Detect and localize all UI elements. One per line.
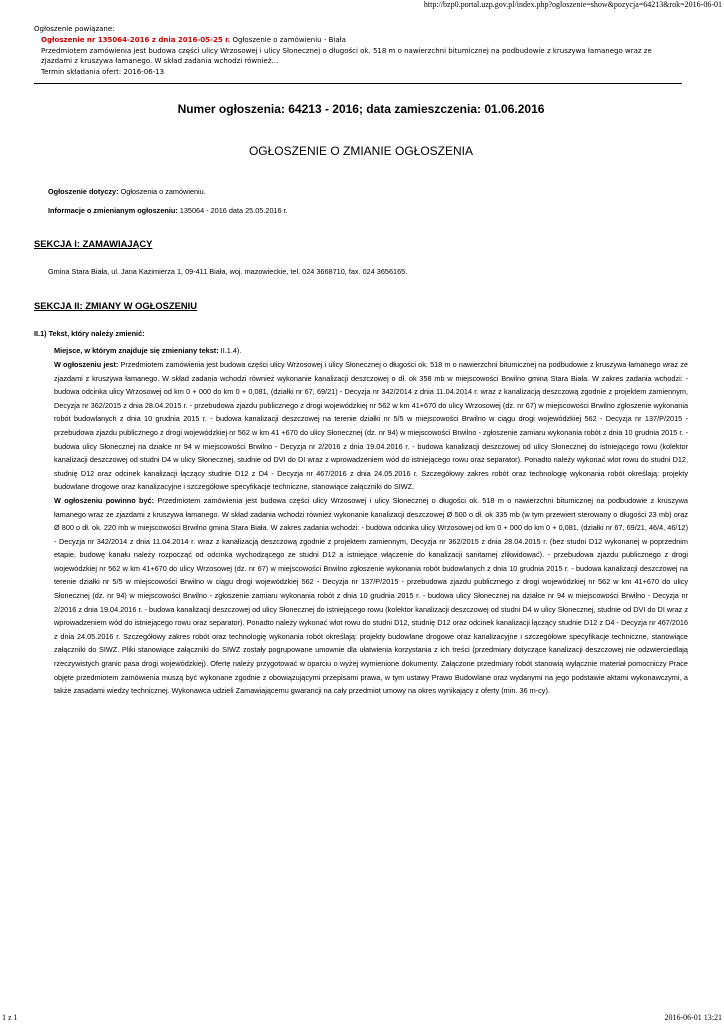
section-1-heading: SEKCJA I: ZAMAWIAJĄCY	[34, 238, 153, 250]
change-place-label: Miejsce, w którym znajduje się zmieniany tekst:	[54, 346, 219, 356]
section-2-heading: SEKCJA II: ZMIANY W OGŁOSZENIU	[34, 299, 198, 311]
related-title	[34, 35, 682, 46]
related-summary: Przedmiotem zamówienia jest budowa części ulicy Wrzosowej i ulicy Słonecznej o długości ok. 518 m o nawierzchni bitumicznej na podbudowie z kruszywa łamanego wraz ze zjazdami z kruszywa łamanego. W skład zadania wchodzi również...	[41, 46, 652, 66]
meta-block	[34, 185, 688, 217]
related-announcement-type: Ogłoszenie o zamówieniu - Biała	[230, 35, 346, 44]
page-title: Numer ogłoszenia: 64213 - 2016; data zamieszczenia: 01.06.2016	[177, 102, 545, 116]
announcement-body	[34, 96, 688, 698]
meta-info	[48, 204, 688, 218]
meta-info-value: 135064 - 2016 data 25.05.2016 r.	[177, 205, 288, 215]
new-text-label: W ogłoszeniu powinno być:	[54, 495, 155, 505]
section-2-body	[34, 327, 688, 698]
page-subtitle: OGŁOSZENIE O ZMIANIE OGŁOSZENIA	[248, 144, 474, 158]
section-2-subheading: II.1) Tekst, który należy zmienić:	[34, 328, 145, 338]
print-page-number: 1 z 1	[2, 1013, 18, 1022]
current-text-label: W ogłoszeniu jest:	[54, 359, 119, 369]
print-url: http://bzp0.portal.uzp.gov.pl/index.php?ogloszenie=show&pozycja=64213&rok=2016-06-01	[423, 0, 722, 9]
related-announcement-link[interactable]: Ogłoszenie nr 135064-2016 z dnia 2016-05-25 r.	[41, 35, 231, 44]
print-datetime: 2016-06-01 13:21	[664, 1013, 722, 1022]
meta-concerns	[48, 185, 688, 199]
change-place-value: II.1.4).	[218, 346, 242, 356]
new-text	[54, 494, 688, 698]
meta-concerns-label: Ogłoszenie dotyczy:	[48, 187, 119, 196]
change-place	[54, 344, 688, 358]
related-deadline: Termin składania ofert: 2016-06-13	[41, 68, 165, 77]
current-text	[54, 358, 688, 494]
related-announcement	[34, 24, 682, 84]
current-text-value: Przedmiotem zamówienia jest budowa części ulicy Wrzosowej i ulicy Słonecznej o długości ok. 518 m o nawierzchni bitumicznej na podbudowie z kruszywa łamanego wraz ze zjazdami z kruszywa łamanego. W skład zadania wchodzi również wykonanie kanalizacji deszczowej o dł. ok 358 mb w miejscowości Brwilno gmina Stara Biała. W zakres zadania wchodzi: - budowa odcinka ulicy Wrzosowej od km 0 + 000 do km 0 + 0,081, (działki nr 67, 69/21) - Decyzja nr 342/2014 z dnia 11.04.2014 r. wraz z kanalizacją deszczową zgodnie z projektem zamiennym, Decyzja nr 362/2015 z dnia 28.04.2015 r. - przebudowa zjazdu publicznego z drogi wojewódzkiej nr 562 w km 41+670 do ulicy Wrzosowej (dz. nr 67) w miejscowości Brwilno zgłoszenie wykonania robót budowlanych z dnia 10 grudnia 2015 r. - budowa kanalizacji deszczowej na terenie działki nr 5/5 w miejscowości Brwilno w ciągu drogi wojewódzkiej 562 - Decyzja nr 137/P/2015 - przebudowa zjazdu publicznego z drogi wojewódzkiej nr 562 w km 41 +670 do ulicy Słonecznej (dz. nr 94) w miejscowości Brwilno - zgłoszenie zamiaru wykonania robót z dnia 10 grudnia 2015 r. - budowa ulicy Słonecznej na działce nr 94 w miejscowości Brwilno - Decyzja nr 2/2016 z dnia 19.04.2016 r. - budowa kanalizacji deszczowej od ulicy Słonecznej do istniejącego rowu (kolektor kanalizacji deszczowej od studni D4 w ulicy Słonecznej, studnie od DVI do DI wraz z wprowadzeniem wód do istniejącego rowu oraz separator). Ponadto należy wykonać wlot rowu do studni D12, studnię D12 oraz odcinek kanalizacji łączący studnie D12 z D4 - Decyzja nr 467/2016 z dnia 24.05.2016 r. Szczegółowy zakres robót oraz technologię wykonania robót określają: projekty budowlane drogowe oraz kanalizacyjne i szczegółowe specyfikacje techniczne, stanowiące załączniki do SIWZ.	[54, 359, 688, 492]
new-text-value: Przedmiotem zamówienia jest budowa części ulicy Wrzosowej i ulicy Słonecznej o długości ok. 518 m o nawierzchni bitumicznej na podbudowie z kruszywa łamanego wraz ze zjazdami z kruszywa łamanego. W skład zadania wchodzi również wykonanie kanalizacji deszczowej Ø 500 o dł. ok 335 mb (w tym przewiert sterowany o długości 23 mb) oraz Ø 800 o dł. ok. 220 mb w miejscowości Brwilno gmina Stara Biała. W zakres zadania wchodzi: - budowa odcinka ulicy Wrzosowej od km 0 + 000 do km 0 + 0,081, (działki nr 67, 69/21, 46/4, 46/12) - Decyzja nr 342/2014 z dnia 11.04.2014 r. wraz z kanalizacją deszczową zgodnie z projektem zamiennym, Decyzja nr 362/2015 z dnia 28.04.2015 r. (bez studni D12 wykonanej w poprzednim etapie, budowę kanału należy rozpocząć od odcinka wychodzącego ze studni D12 a istniejące włączenie do kanalizacji sanitarnej zlikwidować). - przebudowa zjazdu publicznego z drogi wojewódzkiej nr 562 w km 41+670 do ulicy Wrzosowej (dz. nr 67) w miejscowości Brwilno zgłoszenie wykonania robót budowlanych z dnia 10 grudnia 2015 r. - budowa kanalizacji deszczowej na terenie działki nr 5/5 w miejscowości Brwilno w ciągu drogi wojewódzkiej 562 - Decyzja nr 137/P/2015 - przebudowa zjazdu publicznego z drogi wojewódzkiej nr 562 w km 41+670 do ulicy Słonecznej (dz. nr 94) w miejscowości Brwilno - zgłoszenie zamiaru wykonania robót z dnia 10 grudnia 2015 r. - budowa ulicy Słonecznej na działce nr 94 w miejscowości Brwilno - Decyzja nr 2/2016 z dnia 19.04.2016 r. - budowa kanalizacji deszczowej od ulicy Słonecznej do istniejącego rowu (kolektor kanalizacji deszczowej od studni D4 w ulicy Słonecznej, studnie od DVI do DI wraz z wprowadzeniem wód do istniejącego rowu oraz separator). Ponadto należy wykonać wlot rowu do studni D12, studnię D12 oraz odcinek kanalizacji łączący studnie D12 z D4 - Decyzja nr 467/2016 z dnia 24.05.2016 r. Szczegółowy zakres robót oraz technologię wykonania robót określają: projekty budowlane drogowe oraz kanalizacyjne i szczegółowe specyfikacje techniczne, stanowiące załączniki do SIWZ. Pliki stanowiące załączniki do SIWZ zostały pogrupowane umownie dla ułatwienia korzystania z ich treści (przedmiary dotyczące kanalizacji deszczowej nie odzwierciedlają rzeczywistych granic pasa drogi wojewódzkiej). Ofertę należy przygotować w oparciu o wyżej wymienione dokumenty. Załączone przedmiary robót stanowią wyłącznie materiał pomocniczy Prace objęte przedmiotem zamówienia muszą być wykonane zgodnie z obowiązującymi przepisami prawa, w tym ustawy Prawo Budowlane oraz wydanymi na jego podstawie aktami wykonawczymi, a także zasadami wiedzy technicznej. Wykonawca udzieli Zamawiającemu gwarancji na cały przedmiot umowy na okres wynikający z oferty (min. 36 m-cy).	[54, 495, 688, 696]
section-1-body: Gmina Stara Biała, ul. Jana Kazimierza 1, 09-411 Biała, woj. mazowieckie, tel. 024 3668710, fax. 024 3656165.	[48, 267, 408, 277]
meta-concerns-value: Ogłoszenia o zamówieniu.	[118, 187, 206, 196]
related-heading: Ogłoszenie powiązane:	[34, 25, 115, 33]
meta-info-label: Informacje o zmienianym ogłoszeniu:	[48, 205, 178, 215]
